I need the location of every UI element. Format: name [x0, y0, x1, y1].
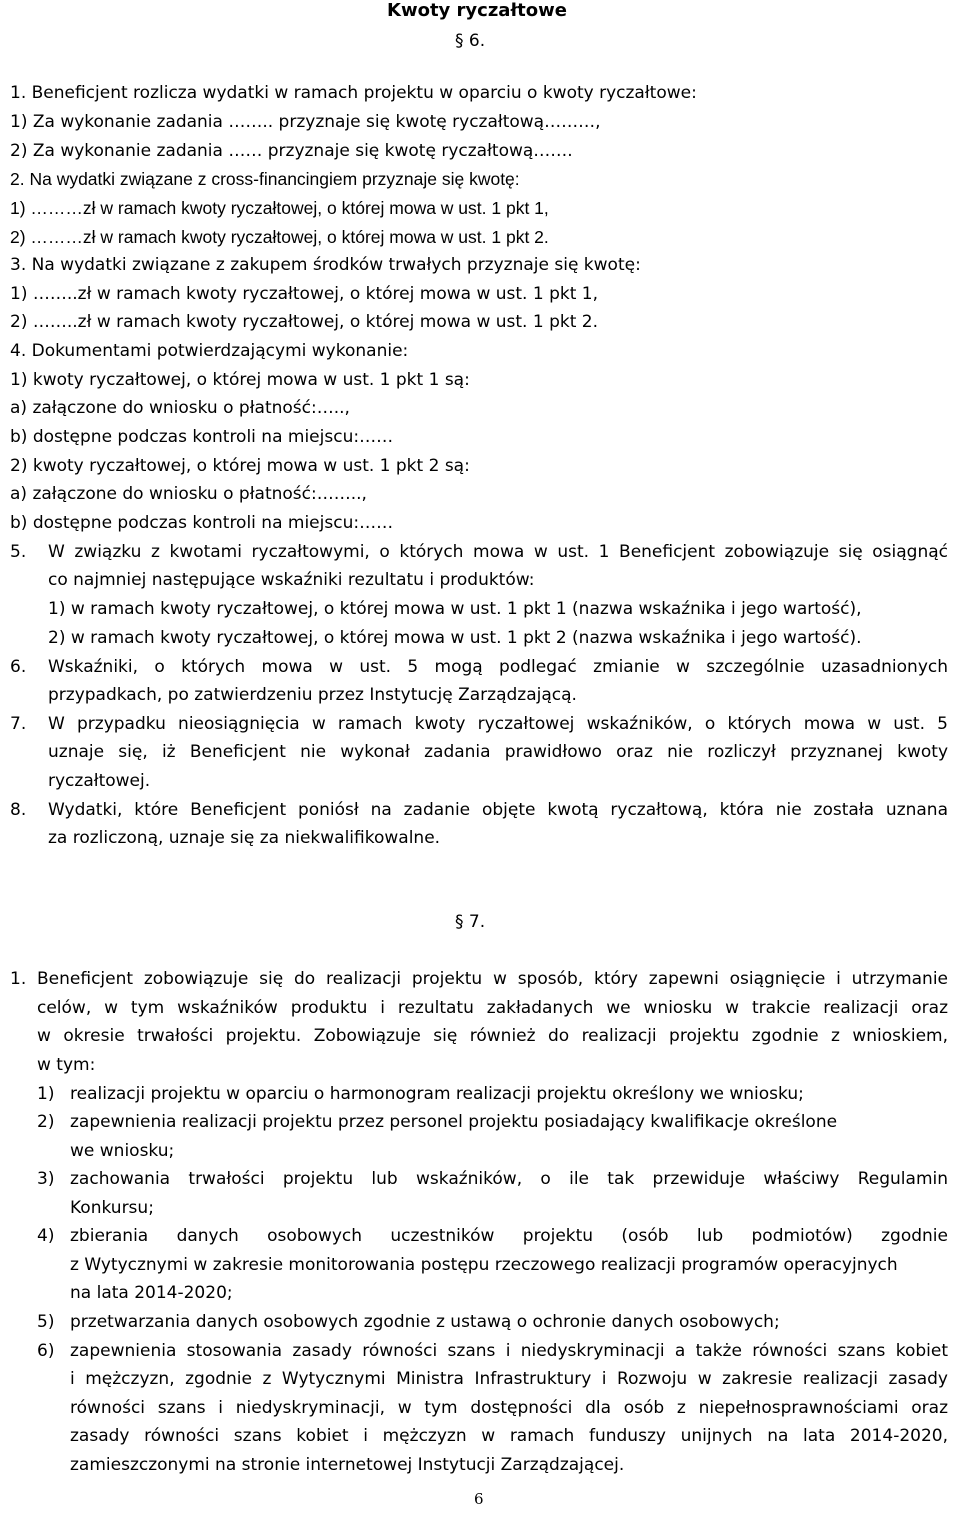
s6-para-7-number: 7.	[10, 714, 27, 734]
s7-item-2-line-2: we wniosku;	[70, 1141, 175, 1161]
s7-item-2-line-1: zapewnienia realizacji projektu przez personel projektu posiadający kwalifikacje określone	[70, 1112, 838, 1132]
s7-item-6-line-4: zasady równości szans kobiet i mężczyzn w ramach funduszy unijnych na lata 2014-2020,	[70, 1426, 948, 1446]
s7-item-3-line-1: zachowania trwałości projektu lub wskaźników, o ile tak przewiduje właściwy Regulamin	[70, 1169, 948, 1189]
s6-para-4: 4. Dokumentami potwierdzającymi wykonanie:	[10, 341, 409, 361]
s6-para-5-item-1: 1) w ramach kwoty ryczałtowej, o której mowa w ust. 1 pkt 1 (nazwa wskaźnika i jego wartość),	[48, 599, 862, 619]
s7-para-1-line-1: Beneficjent zobowiązuje się do realizacji projektu w sposób, który zapewni osiągnięcie i utrzymanie	[37, 969, 948, 989]
page-number: 6	[474, 1490, 484, 1508]
s6-para-3-item-1: 1) ……..zł w ramach kwoty ryczałtowej, o której mowa w ust. 1 pkt 1,	[10, 284, 599, 304]
s7-para-1-line-4: w tym:	[37, 1055, 96, 1075]
s7-item-4-number: 4)	[37, 1226, 55, 1246]
s6-para-6-line-1: Wskaźniki, o których mowa w ust. 5 mogą podlegać zmianie w szczególnie uzasadnionych	[48, 657, 948, 677]
s6-para-2-item-1: 1) ………zł w ramach kwoty ryczałtowej, o której mowa w ust. 1 pkt 1,	[10, 198, 549, 218]
s7-item-4-line-2: z Wytycznymi w zakresie monitorowania postępu rzeczowego realizacji programów operacyjnych	[70, 1255, 898, 1275]
s7-para-1-number: 1.	[10, 969, 27, 989]
s7-item-6-line-3: równości szans i niedyskryminacji, w tym dostępności dla osób z niepełnosprawnościami oraz	[70, 1398, 948, 1418]
s7-para-1-line-2: celów, w tym wskaźników produktu i rezultatu zakładanych we wniosku w trakcie realizacji oraz	[37, 998, 948, 1018]
s6-para-5-item-2: 2) w ramach kwoty ryczałtowej, o której mowa w ust. 1 pkt 2 (nazwa wskaźnika i jego wartość).	[48, 628, 862, 648]
document-title: Kwoty ryczałtowe	[387, 0, 567, 21]
s7-item-4-line-1: zbierania danych osobowych uczestników projektu (osób lub podmiotów) zgodnie	[70, 1226, 948, 1246]
s7-item-6-line-5: zamieszczonymi na stronie internetowej Instytucji Zarządzającej.	[70, 1455, 625, 1475]
s7-item-3-number: 3)	[37, 1169, 55, 1189]
s7-item-6-number: 6)	[37, 1341, 55, 1361]
s7-item-6-line-2: i mężczyzn, zgodnie z Wytycznymi Ministra Infrastruktury i Rozwoju w zakresie realizacji zasady	[70, 1369, 948, 1389]
s6-para-5-number: 5.	[10, 542, 27, 562]
s6-para-6-line-2: przypadkach, po zatwierdzeniu przez Instytucję Zarządzającą.	[48, 685, 577, 705]
s6-para-3: 3. Na wydatki związane z zakupem środków trwałych przyznaje się kwotę:	[10, 255, 641, 275]
s6-para-7-line-1: W przypadku nieosiągnięcia w ramach kwoty ryczałtowej wskaźników, o których mowa w ust. 5	[48, 714, 948, 734]
s7-item-6-line-1: zapewnienia stosowania zasady równości szans i niedyskryminacji a także równości szans kobiet	[70, 1341, 948, 1361]
s6-para-5-line-1: W związku z kwotami ryczałtowymi, o których mowa w ust. 1 Beneficjent zobowiązuje się osiągnąć	[48, 542, 948, 562]
s6-para-8-number: 8.	[10, 800, 27, 820]
s6-para-3-item-2: 2) ……..zł w ramach kwoty ryczałtowej, o której mowa w ust. 1 pkt 2.	[10, 312, 599, 332]
s6-para-4-item-1b: b) dostępne podczas kontroli na miejscu:……	[10, 427, 394, 447]
s7-item-5-line-1: przetwarzania danych osobowych zgodnie z ustawą o ochronie danych osobowych;	[70, 1312, 780, 1332]
s7-item-3-line-2: Konkursu;	[70, 1198, 154, 1218]
s6-para-5-line-2: co najmniej następujące wskaźniki rezultatu i produktów:	[48, 570, 535, 590]
s6-para-7-line-2: uznaje się, iż Beneficjent nie wykonał zadania prawidłowo oraz nie rozliczył przyznanej kwoty	[48, 742, 948, 762]
s7-item-5-number: 5)	[37, 1312, 55, 1332]
s7-para-1-line-3: w okresie trwałości projektu. Zobowiązuje się również do realizacji projektu zgodnie z wnioskiem,	[37, 1026, 948, 1046]
s6-para-4-item-1: 1) kwoty ryczałtowej, o której mowa w ust. 1 pkt 1 są:	[10, 370, 470, 390]
s6-para-4-item-2a: a) załączone do wniosku o płatność:……..,	[10, 484, 367, 504]
section-6-heading: § 6.	[455, 31, 486, 51]
s6-para-1: 1. Beneficjent rozlicza wydatki w ramach projektu w oparciu o kwoty ryczałtowe:	[10, 83, 697, 103]
s6-para-8-line-2: za rozliczoną, uznaje się za niekwalifikowalne.	[48, 828, 441, 848]
s6-para-4-item-1a: a) załączone do wniosku o płatność:…..,	[10, 398, 350, 418]
s7-item-1-number: 1)	[37, 1084, 55, 1104]
s6-para-1-item-2: 2) Za wykonanie zadania …… przyznaje się kwotę ryczałtową…….	[10, 141, 573, 161]
s7-item-4-line-3: na lata 2014-2020;	[70, 1283, 233, 1303]
s6-para-8-line-1: Wydatki, które Beneficjent poniósł na zadanie objęte kwotą ryczałtową, która nie została uznana	[48, 800, 948, 820]
s6-para-4-item-2b: b) dostępne podczas kontroli na miejscu:……	[10, 513, 394, 533]
s6-para-7-line-3: ryczałtowej.	[48, 771, 151, 791]
s6-para-6-number: 6.	[10, 657, 27, 677]
s6-para-2-item-2: 2) ………zł w ramach kwoty ryczałtowej, o której mowa w ust. 1 pkt 2.	[10, 227, 549, 247]
section-7-heading: § 7.	[455, 912, 486, 932]
s7-item-1-line-1: realizacji projektu w oparciu o harmonogram realizacji projektu określony we wniosku;	[70, 1084, 804, 1104]
s6-para-2: 2. Na wydatki związane z cross-financingiem przyznaje się kwotę:	[10, 169, 520, 189]
s6-para-1-item-1: 1) Za wykonanie zadania …….. przyznaje się kwotę ryczałtową………,	[10, 112, 601, 132]
s6-para-4-item-2: 2) kwoty ryczałtowej, o której mowa w ust. 1 pkt 2 są:	[10, 456, 470, 476]
s7-item-2-number: 2)	[37, 1112, 55, 1132]
